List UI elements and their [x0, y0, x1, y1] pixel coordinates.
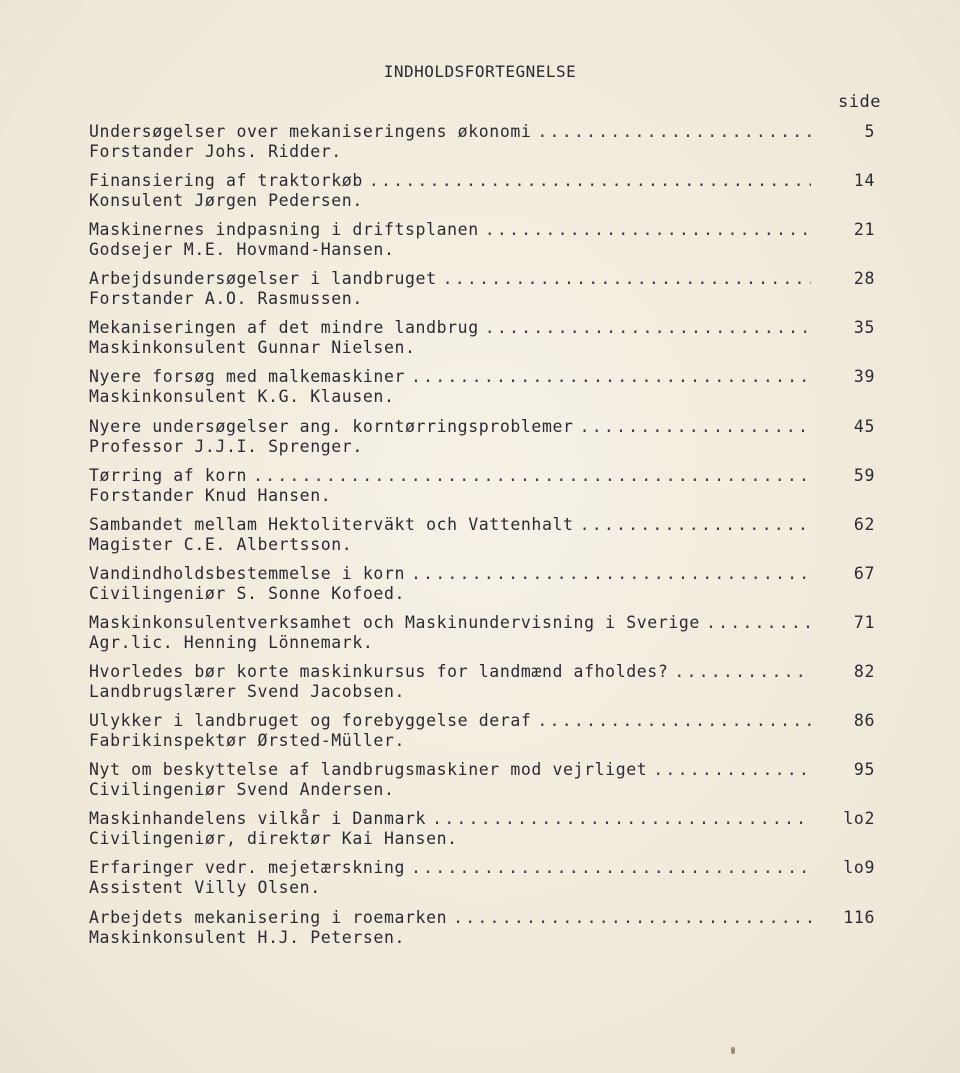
paper-speck [731, 1047, 735, 1054]
toc-entry [89, 269, 889, 318]
toc-entry [89, 367, 889, 416]
toc-entry-title: Hvorledes bør korte maskinkursus for landmænd afholdes? [89, 662, 669, 682]
toc-entry-page-number: 116 [843, 907, 875, 927]
toc-entry-author: Forstander Johs. Ridder. [89, 142, 342, 161]
dot-leader [485, 220, 811, 240]
dot-leader [653, 760, 811, 780]
toc-entry-author: Landbrugslærer Svend Jacobsen. [89, 682, 406, 702]
page-column-label: side [838, 92, 881, 112]
dot-leader [443, 269, 811, 289]
toc-entry-page-number: 21 [853, 220, 875, 240]
toc-entry-page-number: 62 [853, 514, 875, 534]
dot-leader [411, 564, 811, 584]
toc-entry-author: Agr.lic. Henning Lönnemark. [89, 632, 374, 652]
toc-entry-title: Nyere forsøg med malkemaskiner [89, 367, 406, 387]
dot-leader [453, 908, 811, 928]
toc-entry-author: Civilingeniør, direktør Kai Hansen. [89, 829, 458, 849]
toc-entry-line [89, 417, 889, 437]
toc-entry-line [89, 908, 889, 928]
toc-entry-title: Undersøgelser over mekaniseringens økonomi [89, 122, 532, 141]
toc-entry [89, 515, 889, 564]
toc-entry-author: Godsejer M.E. Hovmand-Hansen. [89, 240, 395, 260]
toc-entry [89, 711, 889, 760]
toc-entry-page-number: 59 [853, 465, 875, 485]
toc-entry [89, 220, 889, 269]
page-title: INDHOLDSFORTEGNELSE [383, 62, 577, 81]
toc-entry-page-number: 5 [864, 122, 875, 141]
toc-entry-line [89, 760, 889, 780]
toc-entry-line [89, 564, 889, 584]
toc-entry-line [89, 318, 889, 338]
dot-leader [411, 367, 811, 387]
toc-entry-author: Forstander Knud Hansen. [89, 485, 332, 505]
toc-entry-title: Erfaringer vedr. mejetærskning [89, 858, 406, 878]
toc-entry-line [89, 466, 889, 486]
toc-entry [89, 908, 889, 957]
toc-entry [89, 466, 889, 515]
toc-entry-title: Arbejdsundersøgelser i landbruget [89, 269, 437, 289]
toc-entry-author: Assistent Villy Olsen. [89, 878, 321, 898]
toc-entry-author: Professor J.J.I. Sprenger. [89, 436, 363, 456]
toc-entry-page-number: 67 [853, 563, 875, 583]
toc-entry [89, 417, 889, 466]
toc-entry-title: Finansiering af traktorkøb [89, 171, 363, 191]
toc-entry-author: Civilingeniør S. Sonne Kofoed. [89, 583, 406, 603]
toc-entry-page-number: 95 [853, 760, 875, 780]
toc-entry-line [89, 171, 889, 191]
toc-entry-author: Forstander A.O. Rasmussen. [89, 289, 363, 309]
toc-entry-line [89, 515, 889, 535]
toc-entry-title: Nyt om beskyttelse af landbrugsmaskiner mod vejrliget [89, 760, 648, 780]
toc-entry-author: Civilingeniør Svend Andersen. [89, 780, 395, 800]
toc-entry-author: Maskinkonsulent H.J. Petersen. [89, 927, 406, 947]
toc-entry-line [89, 711, 889, 731]
toc-entry [89, 809, 889, 858]
toc-entry-page-number: lo2 [843, 809, 875, 829]
toc-entry-line [89, 613, 889, 633]
toc-entry-author: Konsulent Jørgen Pedersen. [89, 191, 363, 211]
dot-leader [580, 515, 811, 535]
toc-entry [89, 171, 889, 220]
toc-entry-page-number: 45 [853, 416, 875, 436]
dot-leader [253, 466, 811, 486]
toc-entry-page-number: 35 [853, 318, 875, 338]
toc-entry-title: Maskinkonsulentverksamhet och Maskinundervisning i Sverige [89, 612, 700, 632]
dot-leader [537, 122, 811, 142]
toc-entry-title: Sambandet mellam Hektoliterväkt och Vattenhalt [89, 514, 574, 534]
toc-entry-line [89, 367, 889, 387]
toc-entry-line [89, 269, 889, 289]
toc-entry-line [89, 662, 889, 682]
toc-entry [89, 760, 889, 809]
toc-entry-page-number: 71 [853, 612, 875, 632]
toc-entry-title: Maskinhandelens vilkår i Danmark [89, 809, 427, 829]
toc-entry [89, 564, 889, 613]
toc-entry-title: Nyere undersøgelser ang. korntørringsproblemer [89, 416, 574, 436]
dot-leader [580, 417, 811, 437]
toc-entry-page-number: 28 [853, 269, 875, 289]
toc-entry [89, 318, 889, 367]
dot-leader [674, 662, 811, 682]
toc-entry-title: Ulykker i landbruget og forebyggelse deraf [89, 711, 532, 731]
dot-leader [706, 613, 811, 633]
toc-entry [89, 122, 889, 171]
dot-leader [432, 809, 811, 829]
table-of-contents [89, 122, 889, 957]
toc-entry-page-number: 14 [853, 171, 875, 191]
toc-entry [89, 662, 889, 711]
dot-leader [369, 171, 811, 191]
toc-entry-page-number: 86 [853, 711, 875, 731]
toc-entry [89, 613, 889, 662]
toc-entry-author: Magister C.E. Albertsson. [89, 534, 353, 554]
dot-leader [537, 711, 811, 731]
toc-entry-page-number: lo9 [843, 858, 875, 878]
toc-entry-page-number: 82 [853, 662, 875, 682]
toc-entry-line [89, 858, 889, 878]
toc-entry-title: Tørring af korn [89, 465, 248, 485]
toc-entry-title: Mekaniseringen af det mindre landbrug [89, 318, 479, 338]
dot-leader [411, 858, 811, 878]
toc-entry-page-number: 39 [853, 367, 875, 387]
toc-entry [89, 858, 889, 907]
toc-entry-line [89, 220, 889, 240]
toc-entry-line [89, 809, 889, 829]
toc-entry-author: Fabrikinspektør Ørsted-Müller. [89, 731, 406, 751]
toc-entry-line [89, 122, 889, 142]
toc-entry-title: Maskinernes indpasning i driftsplanen [89, 220, 479, 240]
toc-entry-title: Arbejdets mekanisering i roemarken [89, 907, 448, 927]
toc-entry-author: Maskinkonsulent Gunnar Nielsen. [89, 338, 416, 358]
toc-entry-title: Vandindholdsbestemmelse i korn [89, 563, 406, 583]
dot-leader [485, 318, 811, 338]
toc-entry-author: Maskinkonsulent K.G. Klausen. [89, 387, 395, 407]
